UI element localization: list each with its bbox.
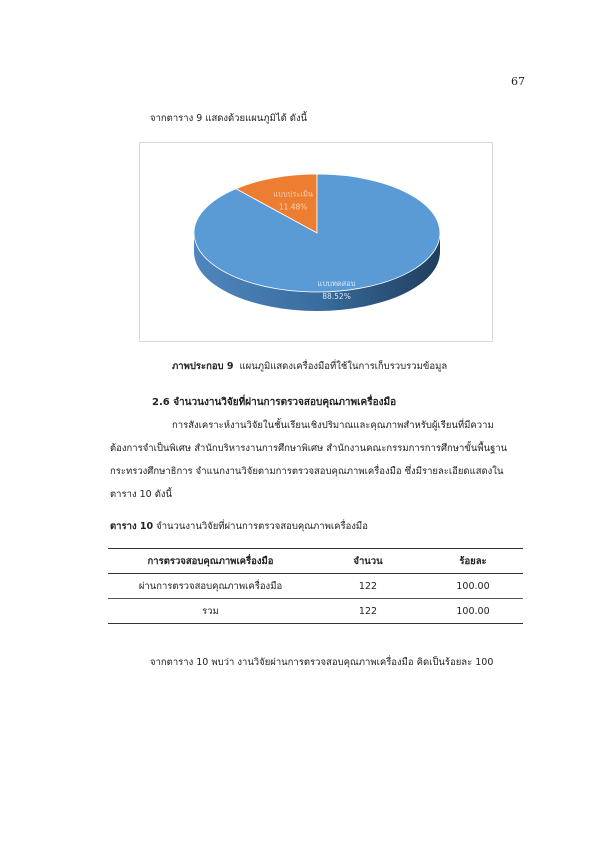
table-caption <box>110 519 368 534</box>
slice-value-label: 11.48% <box>278 202 308 212</box>
table-header-cell: ร้อยละ <box>423 549 523 574</box>
intro-text: จากตาราง 9 แสดงด้วยแผนภูมิได้ ดังนี้ <box>150 113 308 124</box>
paragraph-line-4: ตาราง 10 ดังนี้ <box>110 489 173 500</box>
pie-slice-major <box>194 174 440 292</box>
table-header-row <box>108 549 523 574</box>
table-caption-text: จำนวนงานวิจัยที่ผ่านการตรวจสอบคุณภาพเครื่องมือ <box>156 521 368 532</box>
table-row <box>108 574 523 599</box>
table-cell: รวม <box>108 599 313 624</box>
slice-label: แบบทดสอบ <box>317 278 356 288</box>
figure-caption-text: แผนภูมิแสดงเครื่องมือที่ใช้ในการเก็บรวบรวมข้อมูล <box>239 361 448 372</box>
table-row <box>108 599 523 624</box>
figure-caption <box>172 359 447 374</box>
summary-text: จากตาราง 10 พบว่า งานวิจัยผ่านการตรวจสอบคุณภาพเครื่องมือ คิดเป็นร้อยละ 100 <box>150 657 494 668</box>
table-header-cell: การตรวจสอบคุณภาพเครื่องมือ <box>108 549 313 574</box>
table-header-cell: จำนวน <box>313 549 423 574</box>
page-number: 67 <box>511 75 525 88</box>
pie-chart <box>140 143 492 341</box>
chart-frame <box>139 142 493 342</box>
table-cell: 100.00 <box>456 580 490 592</box>
paragraph-line-1: การสังเคราะห์งานวิจัยในชั้นเรียนเชิงปริมาณและคุณภาพสำหรับผู้เรียนที่มีความ <box>172 420 494 431</box>
table-cell: ผ่านการตรวจสอบคุณภาพเครื่องมือ <box>138 580 283 592</box>
figure-caption-label: ภาพประกอบ 9 <box>172 361 234 372</box>
paragraph-line-3: กระทรวงศึกษาธิการ จำแนกงานวิจัยตามการตรวจสอบคุณภาพเครื่องมือ ซึ่งมีรายละเอียดแสดงใน <box>110 466 504 477</box>
section-heading: 2.6 จำนวนงานวิจัยที่ผ่านการตรวจสอบคุณภาพเครื่องมือ <box>152 397 397 408</box>
slice-value-label: 88.52% <box>322 291 351 301</box>
paragraph-line-2: ต้องการจำเป็นพิเศษ สำนักบริหารงานการศึกษาพิเศษ สำนักงานคณะกรรมการการศึกษาขั้นพื้นฐาน <box>110 443 508 454</box>
data-table <box>108 548 523 624</box>
table-cell: 122 <box>313 599 423 624</box>
table-cell: 122 <box>358 580 378 592</box>
slice-label: แบบประเมิน <box>273 189 314 199</box>
table-caption-label: ตาราง 10 <box>110 521 154 532</box>
table-cell: 100.00 <box>423 599 523 624</box>
